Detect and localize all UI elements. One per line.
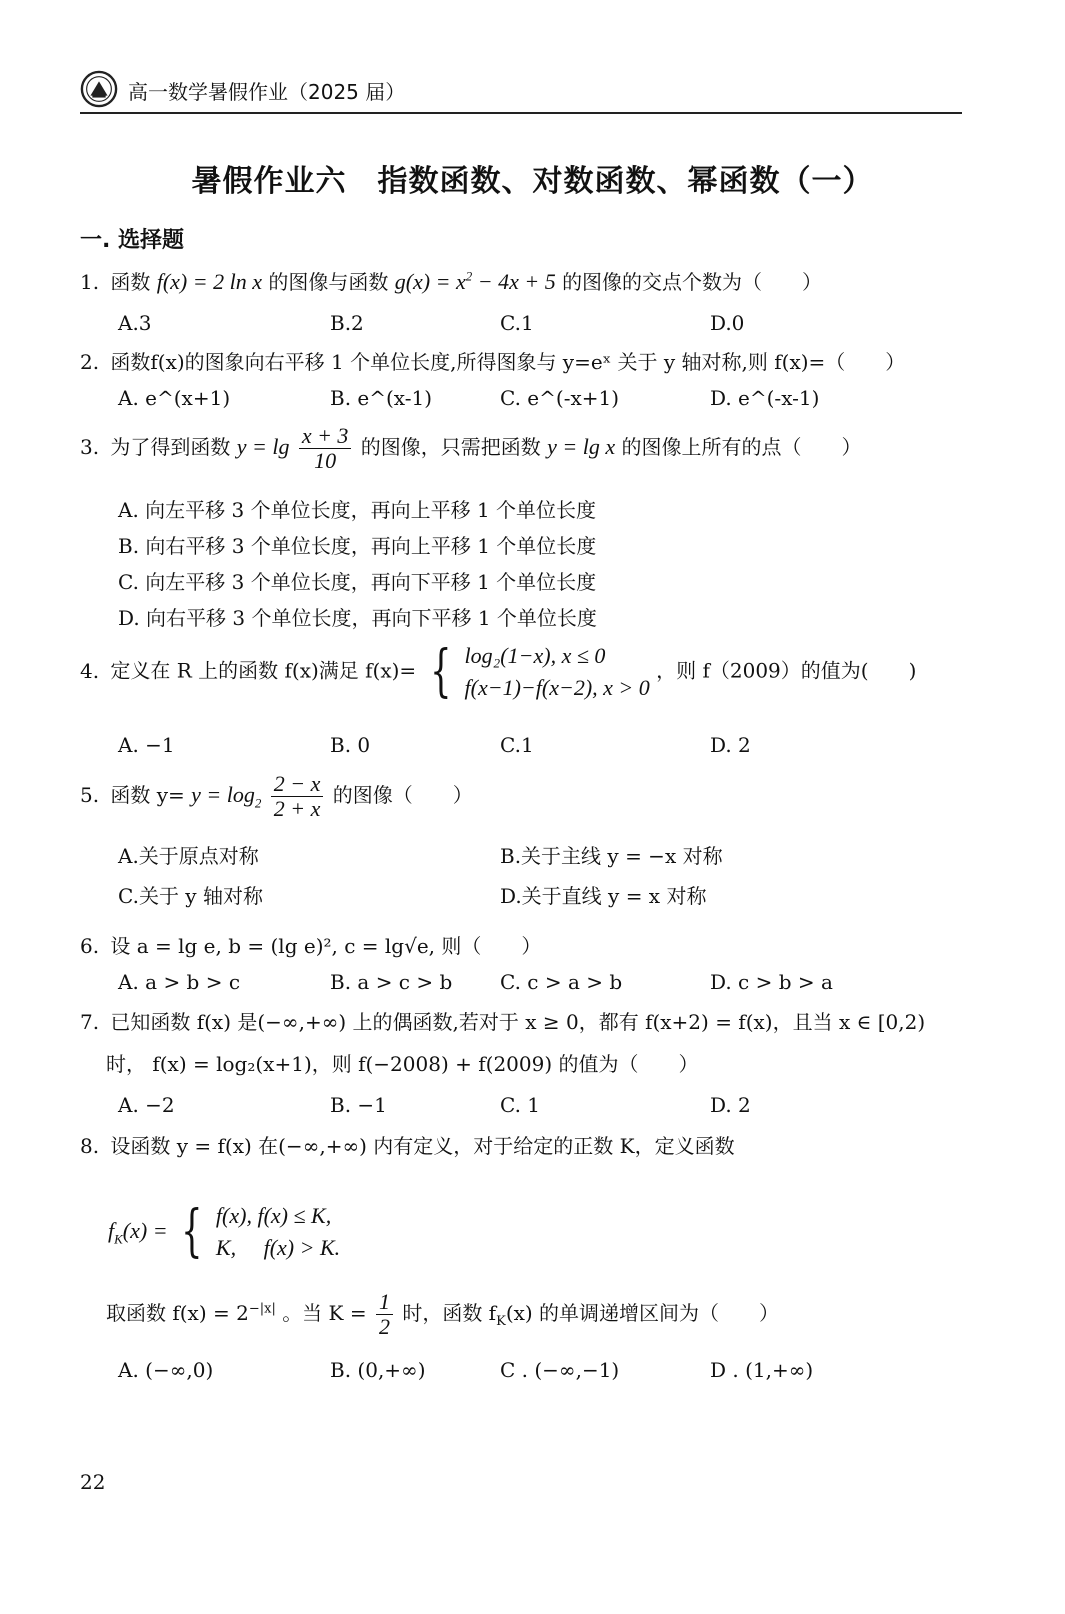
question-4: 4. 定义在 R 上的函数 f(x)满足 f(x)= { log₂(1−x), x ≤ 0 f(x−1)−f(x−2), x > 0 ，则 f（2009）的值为( ) <box>80 639 917 704</box>
option-a: A.3 <box>118 311 152 335</box>
option-d: D. 向右平移 3 个单位长度，再向下平移 1 个单位长度 <box>118 606 597 630</box>
option-a: A. (−∞,0) <box>118 1358 214 1382</box>
formula-lgx: y = lg x <box>547 434 616 459</box>
option-d: D.0 <box>710 311 745 335</box>
section-heading: 一. 选择题 <box>80 228 185 253</box>
option-b: B.2 <box>330 311 364 335</box>
option-b: B. −1 <box>330 1093 387 1117</box>
option-a: A. e^(x+1) <box>118 386 231 410</box>
option-b: B. 向右平移 3 个单位长度，再向上平移 1 个单位长度 <box>118 534 597 558</box>
option-c: C . (−∞,−1) <box>500 1358 620 1382</box>
question-7-line2: 时， f(x) = log₂(x+1)，则 f(−2008) + f(2009) 的值为（ ） <box>106 1052 699 1076</box>
option-c: C. 向左平移 3 个单位长度，再向下平移 1 个单位长度 <box>118 570 597 594</box>
piecewise: log₂(1−x), x ≤ 0 f(x−1)−f(x−2), x > 0 <box>464 643 650 700</box>
option-c: C. 1 <box>500 1093 541 1117</box>
option-d: D. 2 <box>710 733 751 757</box>
option-b: B. a > c > b <box>330 970 453 994</box>
question-1: 1. 函数 f(x) = 2 ln x 的图像与函数 $g(x) = x^2 - 4x + 5$ 的图像的交点个数为（ ） <box>80 268 823 294</box>
fraction: $\frac{2 - x}{2 + x}$ <box>271 772 324 821</box>
fraction: $\frac{x + 3}{10}$ <box>299 424 352 473</box>
option-c: C. c > a > b <box>500 970 623 994</box>
option-b: B.关于主线 y = −x 对称 <box>500 844 723 868</box>
piecewise: f(x), f(x) ≤ K, K, f(x) > K. <box>215 1203 341 1260</box>
question-8-line3: 取函数 $f(x) = 2^{-|x|}$ 。当 K = $\frac{1}{2}$ 时，函数 $f_K(x)$ 的单调递增区间为（ ） <box>106 1289 780 1339</box>
option-d: D . (1,+∞) <box>710 1358 814 1382</box>
header-rule <box>80 112 962 114</box>
option-a: A. −1 <box>118 733 175 757</box>
page-number: 22 <box>80 1470 106 1494</box>
option-d: D. e^(-x-1) <box>710 386 820 410</box>
formula-f: f(x) = 2 ln x <box>156 269 262 294</box>
question-8: 8. 设函数 y = f(x) 在(−∞,+∞) 内有定义，对于给定的正数 K，定义函数 <box>80 1134 735 1158</box>
formula-y-lg: y = lg <box>236 434 290 459</box>
option-b: B. (0,+∞) <box>330 1358 426 1382</box>
question-5: 5. 函数 $y= y = \log_2$ $\frac{2 - x}{2 + x}$ 的图像（ ） <box>80 771 473 821</box>
header-title: 高一数学暑假作业（2025 届） <box>128 80 406 104</box>
question-7: 7. 已知函数 f(x) 是(−∞,+∞) 上的偶函数,若对于 x ≥ 0，都有 f(x+2) = f(x)，且当 x ∈ [0,2) <box>80 1010 926 1034</box>
question-8-definition <box>108 1200 340 1264</box>
question-2: 2. 函数f(x)的图象向右平移 1 个单位长度,所得图象与 y=eˣ 关于 y 轴对称,则 f(x)=（ ） <box>80 350 906 374</box>
option-d: D. 2 <box>710 1093 751 1117</box>
question-3: 3. 为了得到函数 y = lg $\frac{x + 3}{10}$ 的图像，只需把函数 y = lg x 的图像上所有的点（ ） <box>80 423 862 473</box>
option-b: B. e^(x-1) <box>330 386 433 410</box>
left-brace: { <box>429 639 452 704</box>
question-6: 6. 设 a = lg e, b = (lg e)², c = lg√e, 则（ ） <box>80 934 542 958</box>
option-a: A. 向左平移 3 个单位长度，再向上平移 1 个单位长度 <box>118 498 597 522</box>
option-a: A. a > b > c <box>118 970 241 994</box>
school-logo-icon <box>80 70 118 108</box>
option-c: C. e^(-x+1) <box>500 386 620 410</box>
option-c: C.1 <box>500 733 534 757</box>
option-c: C.1 <box>500 311 534 335</box>
left-brace: { <box>181 1199 203 1264</box>
formula-fk: $f_K(x)$ = <box>108 1217 168 1246</box>
formula-g: $g(x) = x^2 - 4x + 5$ <box>394 268 556 294</box>
formula-log2: $y = \log_2$ <box>191 782 262 811</box>
page-title: 暑假作业六 指数函数、对数函数、幂函数（一） <box>191 164 874 199</box>
page-header <box>80 62 960 114</box>
option-d: D. c > b > a <box>710 970 833 994</box>
option-c: C.关于 y 轴对称 <box>118 884 263 908</box>
option-d: D.关于直线 y = x 对称 <box>500 884 707 908</box>
fraction: $\frac{1}{2}$ <box>376 1290 393 1339</box>
option-b: B. 0 <box>330 733 371 757</box>
option-a: A.关于原点对称 <box>118 844 259 868</box>
option-a: A. −2 <box>118 1093 175 1117</box>
